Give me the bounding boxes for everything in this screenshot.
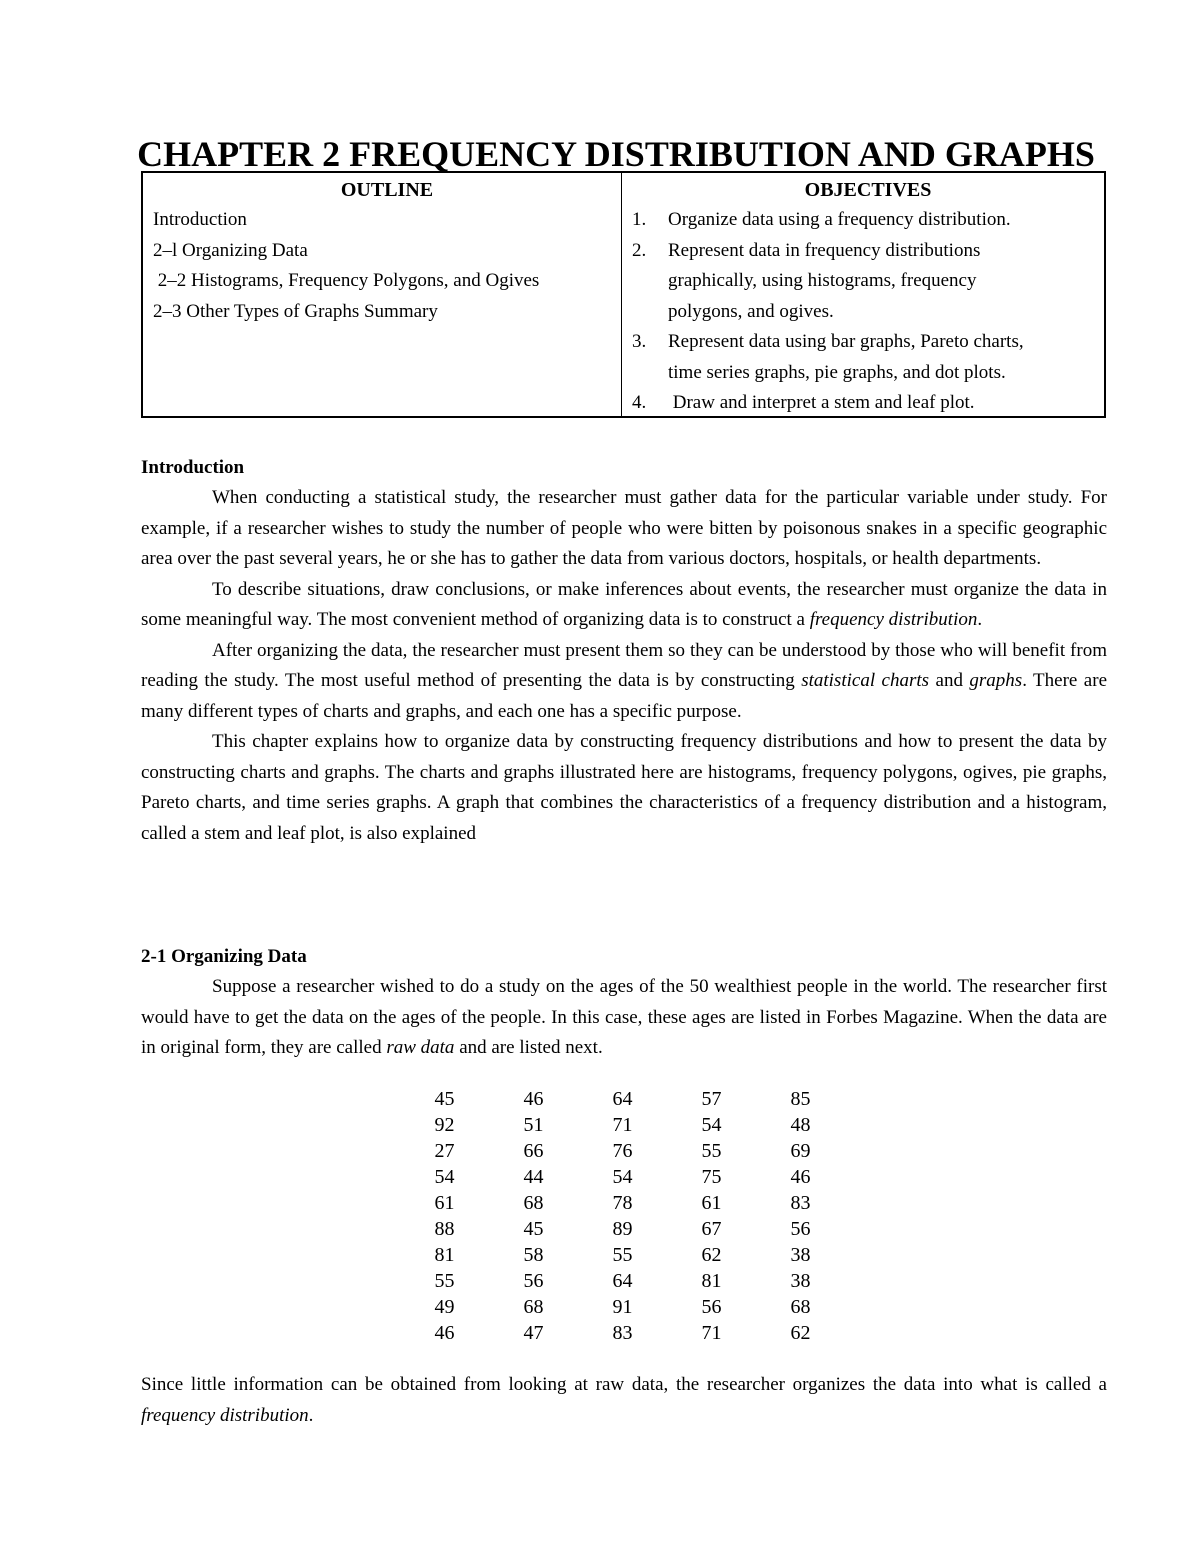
raw-data-cell: 54 — [612, 1166, 633, 1188]
raw-data-cell: 67 — [701, 1218, 722, 1240]
raw-data-cell: 38 — [790, 1270, 811, 1292]
outline-column — [143, 173, 622, 416]
raw-data-cell: 88 — [434, 1218, 455, 1240]
objective-number: 4. — [632, 392, 647, 413]
objective-number: 2. — [632, 239, 647, 261]
raw-data-cell: 81 — [701, 1270, 722, 1292]
raw-data-row — [400, 1190, 845, 1216]
raw-data-cell: 69 — [790, 1140, 811, 1162]
raw-data-cell: 92 — [434, 1114, 455, 1136]
raw-data-cell: 68 — [523, 1192, 544, 1214]
raw-data-cell: 81 — [434, 1244, 455, 1266]
emphasis-term: graphs — [969, 670, 1023, 691]
raw-data-cell: 64 — [612, 1088, 633, 1110]
raw-data-cell: 55 — [612, 1244, 633, 1266]
raw-data-cell: 57 — [701, 1088, 722, 1110]
objective-text: Represent data using bar graphs, Pareto charts, — [668, 331, 1024, 352]
objectives-column — [622, 173, 1104, 416]
closing-paragraph — [141, 1370, 1107, 1431]
text-run: To describe situations, draw conclusions, or make inferences about events, the researcher must organize the data in some meaningful way. The most convenient method of organizing data is to construct a — [141, 578, 1107, 630]
introduction-body — [141, 483, 1107, 849]
text-run: . — [977, 609, 983, 630]
outline-item: 2–2 Histograms, Frequency Polygons, and Ogives — [153, 270, 540, 291]
intro-paragraph-2 — [141, 575, 1107, 636]
raw-data-cell: 89 — [612, 1218, 633, 1240]
raw-data-cell: 46 — [523, 1088, 544, 1110]
outline-item: Introduction — [153, 209, 247, 230]
objective-text: Represent data in frequency distributions — [668, 239, 981, 261]
raw-data-cell: 78 — [612, 1192, 633, 1214]
raw-data-cell: 44 — [523, 1166, 544, 1188]
raw-data-cell: 66 — [523, 1140, 544, 1162]
raw-data-row — [400, 1138, 845, 1164]
raw-data-cell: 61 — [434, 1192, 455, 1214]
raw-data-row — [400, 1242, 845, 1268]
raw-data-row — [400, 1086, 845, 1112]
raw-data-cell: 68 — [523, 1296, 544, 1318]
raw-data-cell: 55 — [701, 1140, 722, 1162]
objective-item — [632, 236, 1104, 267]
raw-data-cell: 91 — [612, 1296, 633, 1318]
raw-data-cell: 83 — [612, 1322, 633, 1344]
closing-body — [141, 1370, 1107, 1431]
raw-data-cell: 61 — [701, 1192, 722, 1214]
raw-data-cell: 68 — [790, 1296, 811, 1318]
raw-data-cell: 47 — [523, 1322, 544, 1344]
intro-paragraph-1: When conducting a statistical study, the researcher must gather data for the particular variable under study. For example, if a researcher wishes to study the number of people who were bitten by poisonous snakes in a specific geographic area over the past several years, he or she has to gather the data from various doctors, hospitals, or health departments. — [141, 487, 1107, 569]
emphasis-term: frequency distribution — [809, 609, 978, 630]
organizing-paragraph-1 — [141, 972, 1107, 1064]
outline-item: 2–l Organizing Data — [153, 239, 308, 261]
raw-data-row — [400, 1320, 845, 1346]
raw-data-row — [400, 1216, 845, 1242]
text-run: . — [308, 1404, 314, 1426]
objective-text: Draw and interpret a stem and leaf plot. — [668, 392, 975, 413]
objectives-header: OBJECTIVES — [804, 179, 932, 201]
outline-item: 2–3 Other Types of Graphs Summary — [153, 300, 438, 322]
raw-data-cell: 48 — [790, 1114, 811, 1136]
emphasis-term: frequency distribution — [141, 1404, 309, 1426]
raw-data-cell: 45 — [523, 1218, 544, 1240]
text-run: Since little information can be obtained from looking at raw data, the researcher organizes the data into what is called a — [141, 1374, 1107, 1395]
raw-data-cell: 83 — [790, 1192, 811, 1214]
raw-data-cell: 56 — [523, 1270, 544, 1292]
raw-data-cell: 38 — [790, 1244, 811, 1266]
text-run: and — [929, 670, 970, 691]
objective-text-continued: graphically, using histograms, frequency — [668, 270, 977, 291]
emphasis-term: raw data — [386, 1037, 455, 1058]
outline-objectives-table — [141, 171, 1106, 418]
raw-data-cell: 54 — [701, 1114, 722, 1136]
introduction-heading: Introduction — [141, 457, 245, 478]
raw-data-table — [400, 1086, 845, 1346]
text-run: Suppose a researcher wished to do a study on the ages of the 50 wealthiest people in the world. The researcher first would have to get the data on the ages of the people. In this case, these ages are listed in Forbes Magazine. When the data are in original form, they are called — [141, 976, 1107, 1058]
raw-data-cell: 75 — [701, 1166, 722, 1188]
raw-data-cell: 56 — [701, 1296, 722, 1318]
raw-data-cell: 76 — [612, 1140, 633, 1162]
text-run: After organizing the data, the researcher must present them so they can be understood by those who will benefit from reading the study. The most useful method of presenting the data is by constructing — [141, 639, 1107, 691]
intro-paragraph-3 — [141, 636, 1107, 728]
objective-item — [632, 327, 1104, 358]
raw-data-cell: 27 — [434, 1140, 455, 1162]
raw-data-cell: 71 — [701, 1322, 722, 1344]
objective-text-continued: polygons, and ogives. — [668, 300, 834, 322]
raw-data-row — [400, 1164, 845, 1190]
raw-data-row — [400, 1112, 845, 1138]
page-title: CHAPTER 2 FREQUENCY DISTRIBUTION AND GRAPHS — [137, 134, 1095, 174]
raw-data-cell: 64 — [612, 1270, 633, 1292]
emphasis-term: statistical charts — [801, 670, 930, 691]
raw-data-cell: 62 — [701, 1244, 722, 1266]
organizing-data-body — [141, 972, 1107, 1064]
raw-data-cell: 58 — [523, 1244, 544, 1266]
objective-item — [632, 205, 1104, 236]
raw-data-cell: 46 — [790, 1166, 811, 1188]
raw-data-cell: 49 — [434, 1296, 455, 1318]
raw-data-cell: 51 — [523, 1114, 544, 1136]
raw-data-cell: 45 — [434, 1088, 455, 1110]
raw-data-cell: 56 — [790, 1218, 811, 1240]
raw-data-cell: 55 — [434, 1270, 455, 1292]
objective-text: Organize data using a frequency distribution. — [668, 209, 1011, 230]
raw-data-cell: 54 — [434, 1166, 455, 1188]
objective-item — [632, 388, 1104, 419]
text-run: . There are many different types of charts and graphs, and each one has a specific purpose. — [141, 670, 1108, 722]
organizing-data-heading: 2-1 Organizing Data — [141, 946, 307, 967]
objective-number: 1. — [632, 209, 647, 230]
raw-data-body — [400, 1086, 845, 1346]
outline-header: OUTLINE — [340, 179, 434, 201]
raw-data-cell: 85 — [790, 1088, 811, 1110]
objective-text-continued: time series graphs, pie graphs, and dot plots. — [668, 361, 1006, 383]
intro-paragraph-4: This chapter explains how to organize data by constructing frequency distributions and how to present the data by constructing charts and graphs. The charts and graphs illustrated here are histograms, frequency polygons, ogives, pie graphs, Pareto charts, and time series graphs. A graph that combines the characteristics of a frequency distribution and a histogram, called a stem and leaf plot, is also explained — [141, 731, 1107, 844]
raw-data-cell: 62 — [790, 1322, 811, 1344]
raw-data-cell: 71 — [612, 1114, 633, 1136]
text-run: and are listed next. — [454, 1037, 603, 1058]
raw-data-row — [400, 1268, 845, 1294]
raw-data-cell: 46 — [434, 1322, 455, 1344]
raw-data-row — [400, 1294, 845, 1320]
objective-number: 3. — [632, 331, 647, 352]
